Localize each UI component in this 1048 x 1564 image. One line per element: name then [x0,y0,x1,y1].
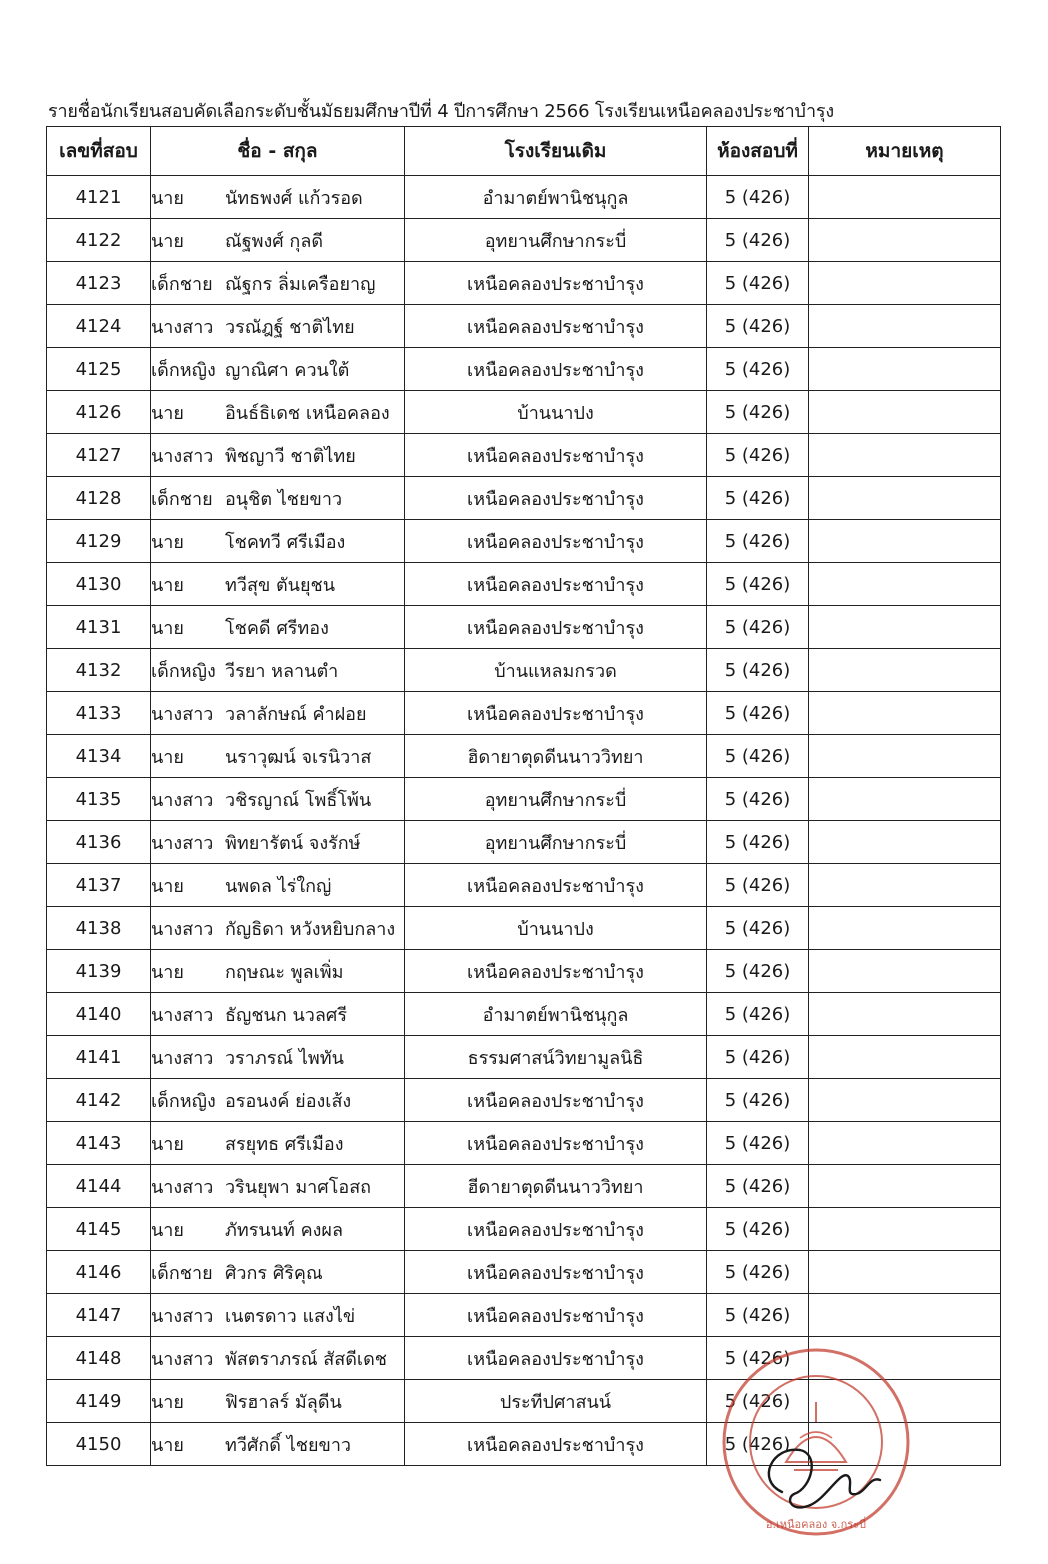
exam-number-cell: 4145 [47,1208,151,1251]
full-name: อินธ์ธิเดช เหนือคลอง [225,402,390,424]
student-name-cell [151,1251,405,1294]
note-cell [809,262,1001,305]
seal-text: อ.เหนือคลอง จ.กระบี่ [765,1518,867,1531]
student-name-cell [151,520,405,563]
full-name: วลาลักษณ์ คำฝอย [225,703,367,725]
name-prefix: นางสาว [151,1004,214,1026]
exam-number-cell: 4140 [47,993,151,1036]
note-cell [809,1423,1001,1466]
exam-number-cell: 4146 [47,1251,151,1294]
table-row [47,219,1001,262]
exam-room-cell: 5 (426) [707,1208,809,1251]
table-row [47,262,1001,305]
table-row [47,1036,1001,1079]
full-name: วราภรณ์ ไพทัน [225,1047,344,1069]
previous-school-cell: ธรรมศาสน์วิทยามูลนิธิ [405,1036,707,1079]
table-row [47,735,1001,778]
student-name-cell [151,391,405,434]
full-name: โชคทวี ศรีเมือง [225,531,346,553]
full-name: วีรยา หลานตำ [225,660,339,682]
note-cell [809,950,1001,993]
exam-number-cell: 4128 [47,477,151,520]
name-prefix: นาย [151,617,184,639]
name-prefix: นางสาว [151,1348,214,1370]
student-name-cell [151,907,405,950]
name-prefix: นาย [151,230,184,252]
student-name-cell [151,864,405,907]
table-row [47,434,1001,477]
previous-school-cell: เหนือคลองประชาบำรุง [405,434,707,477]
note-cell [809,1294,1001,1337]
previous-school-cell: ฮิดายาตุดดีนนาววิทยา [405,735,707,778]
table-row [47,520,1001,563]
name-prefix: นาย [151,1434,184,1456]
previous-school-cell: เหนือคลองประชาบำรุง [405,1122,707,1165]
full-name: สรยุทธ ศรีเมือง [225,1133,344,1155]
exam-room-cell: 5 (426) [707,1079,809,1122]
table-row [47,1208,1001,1251]
exam-room-cell: 5 (426) [707,821,809,864]
note-cell [809,1079,1001,1122]
previous-school-cell: เหนือคลองประชาบำรุง [405,692,707,735]
exam-number-cell: 4136 [47,821,151,864]
table-row [47,1251,1001,1294]
name-prefix: นางสาว [151,445,214,467]
table-row [47,1337,1001,1380]
note-cell [809,606,1001,649]
full-name: นราวุฒน์ จเรนิวาส [225,746,372,768]
name-prefix: นางสาว [151,789,214,811]
student-name-cell [151,1294,405,1337]
note-cell [809,692,1001,735]
exam-number-cell: 4127 [47,434,151,477]
table-row [47,1122,1001,1165]
student-name-cell [151,1079,405,1122]
exam-number-cell: 4141 [47,1036,151,1079]
exam-room-cell: 5 (426) [707,950,809,993]
note-cell [809,219,1001,262]
exam-room-cell: 5 (426) [707,348,809,391]
exam-number-cell: 4124 [47,305,151,348]
exam-number-cell: 4139 [47,950,151,993]
full-name: พิชญาวี ชาติไทย [225,445,356,467]
table-row [47,606,1001,649]
document-title: รายชื่อนักเรียนสอบคัดเลือกระดับชั้นมัธยมศึกษาปีที่ 4 ปีการศึกษา 2566 โรงเรียนเหนือคลองประชาบำรุง [48,101,834,122]
student-name-cell [151,821,405,864]
previous-school-cell: เหนือคลองประชาบำรุง [405,477,707,520]
student-name-cell [151,1122,405,1165]
exam-room-cell: 5 (426) [707,1165,809,1208]
note-cell [809,1337,1001,1380]
note-cell [809,1208,1001,1251]
table-row [47,391,1001,434]
exam-number-cell: 4133 [47,692,151,735]
student-name-cell [151,993,405,1036]
name-prefix: นางสาว [151,703,214,725]
table-row [47,692,1001,735]
student-roster-table [46,126,1001,1466]
note-cell [809,1165,1001,1208]
full-name: ภัทรนนท์ คงผล [225,1219,344,1241]
exam-number-cell: 4132 [47,649,151,692]
exam-room-cell: 5 (426) [707,1337,809,1380]
name-prefix: เด็กชาย [151,273,213,295]
exam-room-cell: 5 (426) [707,907,809,950]
exam-room-cell: 5 (426) [707,219,809,262]
table-row [47,305,1001,348]
full-name: ณัฐกร ลิ่มเครือยาญ [225,273,376,295]
full-name: พัสตราภรณ์ สัสดีเดช [225,1348,387,1370]
exam-number-cell: 4121 [47,176,151,219]
exam-number-cell: 4123 [47,262,151,305]
note-cell [809,1380,1001,1423]
full-name: ทวีศักดิ์ ไชยขาว [225,1434,352,1456]
note-cell [809,1036,1001,1079]
note-cell [809,993,1001,1036]
note-cell [809,563,1001,606]
student-name-cell [151,950,405,993]
table-row [47,778,1001,821]
previous-school-cell: บ้านนาปง [405,391,707,434]
exam-room-cell: 5 (426) [707,1251,809,1294]
table-row [47,1294,1001,1337]
student-name-cell [151,1036,405,1079]
exam-room-cell: 5 (426) [707,1294,809,1337]
previous-school-cell: เหนือคลองประชาบำรุง [405,348,707,391]
note-cell [809,649,1001,692]
exam-number-cell: 4137 [47,864,151,907]
exam-number-cell: 4138 [47,907,151,950]
exam-room-cell: 5 (426) [707,391,809,434]
previous-school-cell: เหนือคลองประชาบำรุง [405,1208,707,1251]
note-cell [809,1122,1001,1165]
student-name-cell [151,1165,405,1208]
name-prefix: นางสาว [151,918,214,940]
name-prefix: นางสาว [151,316,214,338]
previous-school-cell: เหนือคลองประชาบำรุง [405,563,707,606]
table-row [47,1165,1001,1208]
previous-school-cell: ประทีปศาสนน์ [405,1380,707,1423]
exam-room-cell: 5 (426) [707,520,809,563]
student-name-cell [151,1380,405,1423]
full-name: กฤษณะ พูลเพิ่ม [225,961,344,983]
note-cell [809,1251,1001,1294]
name-prefix: เด็กชาย [151,1262,213,1284]
student-name-cell [151,348,405,391]
name-prefix: นาย [151,1133,184,1155]
exam-room-cell: 5 (426) [707,176,809,219]
exam-room-cell: 5 (426) [707,262,809,305]
table-row [47,563,1001,606]
exam-number-cell: 4144 [47,1165,151,1208]
table-row [47,649,1001,692]
full-name: ทวีสุข ตันยุชน [225,574,336,596]
previous-school-cell: อำมาตย์พานิชนุกูล [405,993,707,1036]
previous-school-cell: เหนือคลองประชาบำรุง [405,305,707,348]
previous-school-cell: เหนือคลองประชาบำรุง [405,950,707,993]
exam-number-cell: 4125 [47,348,151,391]
full-name: วรณัฎฐ์ ชาติไทย [225,316,355,338]
exam-number-cell: 4147 [47,1294,151,1337]
full-name: เนตรดาว แสงไข่ [225,1305,356,1327]
table-header-row [47,127,1001,176]
student-name-cell [151,692,405,735]
exam-room-cell: 5 (426) [707,735,809,778]
note-cell [809,735,1001,778]
exam-room-cell: 5 (426) [707,864,809,907]
full-name: นัทธพงศ์ แก้วรอด [225,187,363,209]
student-name-cell [151,477,405,520]
name-prefix: นาย [151,531,184,553]
full-name: ฟิรฮาลร์ มัลุดีน [225,1391,342,1413]
student-name-cell [151,649,405,692]
previous-school-cell: เหนือคลองประชาบำรุง [405,864,707,907]
table-row [47,1079,1001,1122]
previous-school-cell: อุทยานศึกษากระบี่ [405,778,707,821]
note-cell [809,821,1001,864]
note-cell [809,305,1001,348]
previous-school-cell: บ้านแหลมกรวด [405,649,707,692]
full-name: กัญธิดา หวังหยิบกลาง [225,918,396,940]
note-cell [809,176,1001,219]
exam-number-cell: 4122 [47,219,151,262]
exam-room-cell: 5 (426) [707,1036,809,1079]
exam-room-cell: 5 (426) [707,1380,809,1423]
header-school: โรงเรียนเดิม [405,127,707,176]
full-name: วชิรญาณ์ โพธิ์โพ้น [225,789,372,811]
previous-school-cell: เหนือคลองประชาบำรุง [405,262,707,305]
exam-room-cell: 5 (426) [707,1122,809,1165]
exam-number-cell: 4143 [47,1122,151,1165]
exam-number-cell: 4150 [47,1423,151,1466]
table-row [47,821,1001,864]
exam-room-cell: 5 (426) [707,778,809,821]
note-cell [809,520,1001,563]
full-name: ศิวกร ศิริคุณ [225,1262,323,1284]
exam-number-cell: 4126 [47,391,151,434]
table-row [47,950,1001,993]
name-prefix: นางสาว [151,832,214,854]
previous-school-cell: อุทยานศึกษากระบี่ [405,821,707,864]
name-prefix: เด็กหญิง [151,660,216,682]
previous-school-cell: เหนือคลองประชาบำรุง [405,1337,707,1380]
exam-room-cell: 5 (426) [707,1423,809,1466]
student-name-cell [151,176,405,219]
table-row [47,348,1001,391]
full-name: ณัฐพงศ์ กุลดี [225,230,324,252]
exam-room-cell: 5 (426) [707,563,809,606]
student-name-cell [151,778,405,821]
full-name: ญาณิศา ควนใต้ [225,359,350,381]
note-cell [809,391,1001,434]
student-name-cell [151,434,405,477]
name-prefix: นาย [151,574,184,596]
header-name: ชื่อ - สกุล [151,127,405,176]
exam-room-cell: 5 (426) [707,692,809,735]
exam-number-cell: 4148 [47,1337,151,1380]
exam-room-cell: 5 (426) [707,477,809,520]
previous-school-cell: ฮีดายาตุดดีนนาววิทยา [405,1165,707,1208]
exam-number-cell: 4134 [47,735,151,778]
exam-room-cell: 5 (426) [707,649,809,692]
previous-school-cell: เหนือคลองประชาบำรุง [405,1294,707,1337]
previous-school-cell: เหนือคลองประชาบำรุง [405,1079,707,1122]
note-cell [809,778,1001,821]
note-cell [809,477,1001,520]
student-name-cell [151,606,405,649]
table-row [47,1380,1001,1423]
previous-school-cell: เหนือคลองประชาบำรุง [405,1251,707,1294]
name-prefix: นาย [151,746,184,768]
full-name: อนุชิต ไชยขาว [225,488,343,510]
header-note: หมายเหตุ [809,127,1001,176]
header-room: ห้องสอบที่ [707,127,809,176]
previous-school-cell: บ้านนาปง [405,907,707,950]
full-name: อรอนงค์ ย่องเส้ง [225,1090,352,1112]
name-prefix: เด็กชาย [151,488,213,510]
exam-room-cell: 5 (426) [707,606,809,649]
name-prefix: นาย [151,1391,184,1413]
student-name-cell [151,735,405,778]
previous-school-cell: เหนือคลองประชาบำรุง [405,520,707,563]
full-name: ธัญชนก นวลศรี [225,1004,348,1026]
table-row [47,477,1001,520]
table-row [47,993,1001,1036]
table-row [47,176,1001,219]
student-name-cell [151,1337,405,1380]
student-name-cell [151,1423,405,1466]
table-row [47,1423,1001,1466]
name-prefix: นางสาว [151,1305,214,1327]
name-prefix: นางสาว [151,1176,214,1198]
previous-school-cell: เหนือคลองประชาบำรุง [405,606,707,649]
table-row [47,864,1001,907]
exam-number-cell: 4149 [47,1380,151,1423]
full-name: พิทยารัตน์ จงรักษ์ [225,832,361,854]
previous-school-cell: อำมาตย์พานิชนุกูล [405,176,707,219]
note-cell [809,864,1001,907]
note-cell [809,434,1001,477]
exam-number-cell: 4130 [47,563,151,606]
table-body [47,176,1001,1466]
student-name-cell [151,219,405,262]
full-name: นพดล ไร่ใกญ่ [225,875,332,897]
previous-school-cell: เหนือคลองประชาบำรุง [405,1423,707,1466]
student-name-cell [151,563,405,606]
name-prefix: เด็กหญิง [151,359,216,381]
name-prefix: นาย [151,961,184,983]
note-cell [809,348,1001,391]
name-prefix: นาย [151,1219,184,1241]
exam-number-cell: 4135 [47,778,151,821]
exam-room-cell: 5 (426) [707,993,809,1036]
header-exam-no: เลขที่สอบ [47,127,151,176]
exam-room-cell: 5 (426) [707,434,809,477]
note-cell [809,907,1001,950]
exam-room-cell: 5 (426) [707,305,809,348]
previous-school-cell: อุทยานศึกษากระบี่ [405,219,707,262]
name-prefix: เด็กหญิง [151,1090,216,1112]
name-prefix: นาย [151,402,184,424]
table-row [47,907,1001,950]
exam-number-cell: 4131 [47,606,151,649]
full-name: วรินยุพา มาศโอสถ [225,1176,372,1198]
full-name: โชคดี ศรีทอง [225,617,329,639]
name-prefix: นาย [151,187,184,209]
exam-number-cell: 4129 [47,520,151,563]
student-name-cell [151,305,405,348]
student-name-cell [151,262,405,305]
student-name-cell [151,1208,405,1251]
name-prefix: นางสาว [151,1047,214,1069]
exam-number-cell: 4142 [47,1079,151,1122]
name-prefix: นาย [151,875,184,897]
